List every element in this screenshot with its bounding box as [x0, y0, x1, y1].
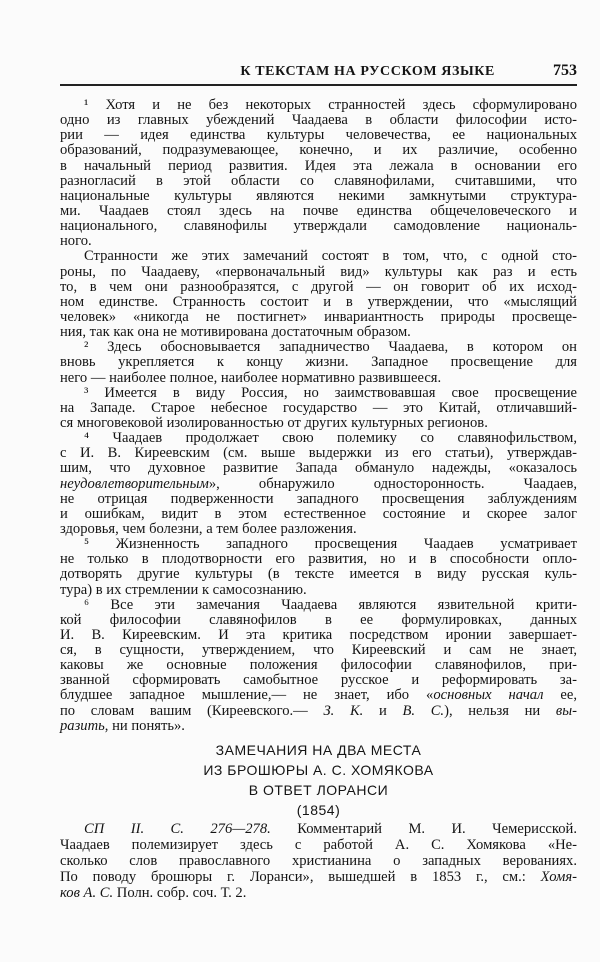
text-segment: сколько слов православного христианина о западных верованиях.: [60, 853, 577, 869]
text-line: [60, 507, 577, 522]
page-number: 753: [553, 62, 577, 79]
text-line: [60, 853, 577, 869]
text-line: [60, 492, 577, 507]
text-line: [60, 643, 577, 658]
text-line: [60, 189, 577, 204]
text-segment: По поводу брошюры г. Лоранси», вышедшей в 1853 г., см.:: [60, 869, 541, 885]
text-segment: Полн. собр. соч. Т. 2.: [113, 885, 247, 901]
text-segment: то, в чем они разнообразятся, с другой — он говорит об их исход-: [60, 278, 577, 295]
heading-line: В ОТВЕТ ЛОРАНСИ: [248, 782, 389, 798]
text-segment: образований, подразумевающее, конечно, и их различие, особенно: [60, 142, 577, 159]
text-segment: званной сформировать самобытное русское и реформировать за-: [60, 672, 577, 689]
text-line: [60, 295, 577, 310]
heading-line: ЗАМЕЧАНИЯ НА ДВА МЕСТА: [215, 742, 422, 758]
text-segment: здоровья, чем болезни, а тем более разложения.: [60, 520, 357, 537]
text-segment: не только в плодотворности его развития, но и в способности опло-: [60, 551, 577, 568]
text-segment: не отрицая подверженности западного просвещения заблуждениям: [60, 490, 577, 507]
text-line: [60, 704, 577, 719]
text-line: [60, 688, 577, 703]
text-segment: блудшее западное мышление,— не знает, ибо «: [60, 687, 434, 704]
text-segment: по словам вашим (Киреевского.—: [60, 702, 324, 719]
text-line: [60, 340, 577, 355]
note-paragraph: [60, 537, 577, 598]
text-segment: ее,: [543, 687, 577, 704]
text-segment: каковы же основные положения философии славянофилов, при-: [60, 657, 577, 674]
text-segment: , ни понять».: [104, 717, 185, 734]
italic-text: основных начал: [433, 687, 544, 704]
text-line: [60, 583, 577, 598]
text-segment: на Западе. Старое небесное государство — это Китай, отличавший-: [60, 399, 577, 416]
note-paragraph: [60, 98, 577, 249]
text-segment: вновь укрепляется к концу жизни. Западное просвещение для: [60, 354, 577, 371]
heading-line: ИЗ БРОШЮРЫ А. С. ХОМЯКОВА: [203, 762, 434, 778]
text-segment: Странности же этих замечаний состоят в том, что, с одной сто-: [84, 248, 577, 265]
text-segment: национальные культуры являются некими замкнутыми структура-: [60, 187, 577, 204]
text-segment: ⁶ Все эти замечания Чаадаева являются язвительной крити-: [84, 596, 577, 613]
header-rule: [60, 84, 577, 86]
text-segment: ного.: [60, 233, 92, 250]
text-line: [60, 522, 577, 537]
text-line: [60, 219, 577, 234]
text-line: [60, 461, 577, 476]
text-line: [60, 325, 577, 340]
text-line: [60, 869, 577, 885]
note-paragraph: [60, 598, 577, 734]
section-heading: [60, 740, 577, 820]
text-line: [60, 159, 577, 174]
text-segment: и: [363, 702, 403, 719]
text-segment: рии — идея единства культуры человечества, ее национальных: [60, 127, 577, 144]
text-segment: ), нельзя ни: [444, 702, 556, 719]
text-segment: Комментарий М. И. Чемерисской.: [270, 821, 577, 837]
text-segment: ⁴ Чаадаев продолжает свою полемику со славянофильством,: [84, 430, 577, 447]
text-line: [60, 265, 577, 280]
text-line: [60, 386, 577, 401]
text-segment: ⁵ Жизненность западного просвещения Чаадаев усматривает: [84, 536, 577, 553]
text-segment: тура) в их стремлении к самосознанию.: [60, 581, 307, 598]
text-line: [60, 371, 577, 386]
page-header: [60, 62, 577, 82]
text-line: [60, 821, 577, 837]
text-segment: ся, в сущности, утверждением, что Киреевский и сам не знает,: [60, 642, 577, 659]
italic-text: неудовлетворительным: [60, 475, 209, 492]
text-line: [60, 431, 577, 446]
text-segment: ся многовековой изолированностью от других культурных регионов.: [60, 414, 488, 431]
text-segment: Чаадаев полемизирует здесь с работой А. С. Хомякова «Не-: [60, 837, 577, 853]
note-paragraph: [60, 249, 577, 340]
text-line: [60, 552, 577, 567]
text-segment: ² Здесь обосновывается западничество Чаадаева, в котором он: [84, 339, 577, 356]
text-segment: шим, что духовное развитие Запада обмануло надежды, «оказалось: [60, 460, 577, 477]
italic-text: Хомя-: [540, 869, 577, 885]
heading-year: (1854): [296, 802, 341, 818]
text-line: [60, 280, 577, 295]
text-line: [60, 234, 577, 249]
text-line: [60, 355, 577, 370]
text-segment: с И. В. Киреевским (см. выше выдержки из его статьи), утверждав-: [60, 445, 577, 462]
text-line: [60, 885, 577, 901]
italic-text: ков А. С.: [60, 885, 114, 901]
text-line: [60, 446, 577, 461]
text-line: [60, 113, 577, 128]
running-title: К ТЕКСТАМ НА РУССКОМ ЯЗЫКЕ: [240, 64, 495, 79]
text-segment: роны, по Чаадаеву, «первоначальный вид» культуры как раз и есть: [60, 263, 577, 280]
note-paragraph: [60, 431, 577, 537]
text-line: [60, 837, 577, 853]
text-line: [60, 310, 577, 325]
italic-text: вы-: [555, 702, 577, 719]
text-segment: ³ Имеется в виду Россия, но заимствовавшая свое просвещение: [84, 384, 577, 401]
italic-text: З. К.: [323, 702, 364, 719]
notes-body: [60, 98, 577, 734]
text-segment: человек» «никогда не постигнет» инвариантность природы просвеще-: [60, 308, 577, 325]
text-segment: ном единстве. Странность состоит и в утверждении, что «мыслящий: [60, 293, 577, 310]
text-segment: национального, славянофилы утверждали самодовление националь-: [60, 218, 577, 235]
text-segment: дотворять другие культуры (в тексте имеется в виду русская куль-: [60, 566, 577, 583]
italic-text: В. С.: [402, 702, 445, 719]
text-line: [60, 416, 577, 431]
text-segment: И. В. Киреевским. И эта критика посредством иронии завершает-: [60, 626, 577, 643]
text-segment: кой философии славянофилов в ее формулировках, данных: [60, 611, 577, 628]
text-line: [60, 719, 577, 734]
text-line: [60, 567, 577, 582]
text-segment: ¹ Хотя и не без некоторых странностей здесь сформулировано: [84, 97, 577, 113]
text-line: [60, 613, 577, 628]
text-line: [60, 204, 577, 219]
italic-text: СП II. С. 276—278.: [84, 821, 271, 837]
text-segment: в начальный период развития. Идея эта лежала в основании его: [60, 157, 577, 174]
text-line: [60, 477, 577, 492]
text-line: [60, 401, 577, 416]
text-segment: одно из главных убеждений Чаадаева в области философии исто-: [60, 112, 577, 129]
text-segment: », обнаружило односторонность. Чаадаев,: [208, 475, 577, 492]
text-line: [60, 98, 577, 113]
italic-text: разить: [60, 717, 105, 734]
text-line: [60, 658, 577, 673]
text-line: [60, 143, 577, 158]
text-segment: ми. Чаадаев стоял здесь на почве единства общечеловеческого и: [60, 202, 577, 219]
text-line: [60, 174, 577, 189]
text-segment: разногласий в этой области со славянофилами, считавшими, что: [60, 172, 577, 189]
text-line: [60, 673, 577, 688]
commentary-paragraph: [60, 821, 577, 901]
text-line: [60, 628, 577, 643]
text-segment: него — наиболее полное, наиболее нормативно развившееся.: [60, 369, 442, 386]
text-line: [60, 537, 577, 552]
text-line: [60, 128, 577, 143]
text-segment: и ошибкам, видит в этом естественное состояние и скорее залог: [60, 505, 577, 522]
note-paragraph: [60, 386, 577, 431]
text-segment: ния, так как она не мотивирована достаточным образом.: [60, 324, 411, 341]
text-line: [60, 249, 577, 264]
text-line: [60, 598, 577, 613]
note-paragraph: [60, 340, 577, 385]
